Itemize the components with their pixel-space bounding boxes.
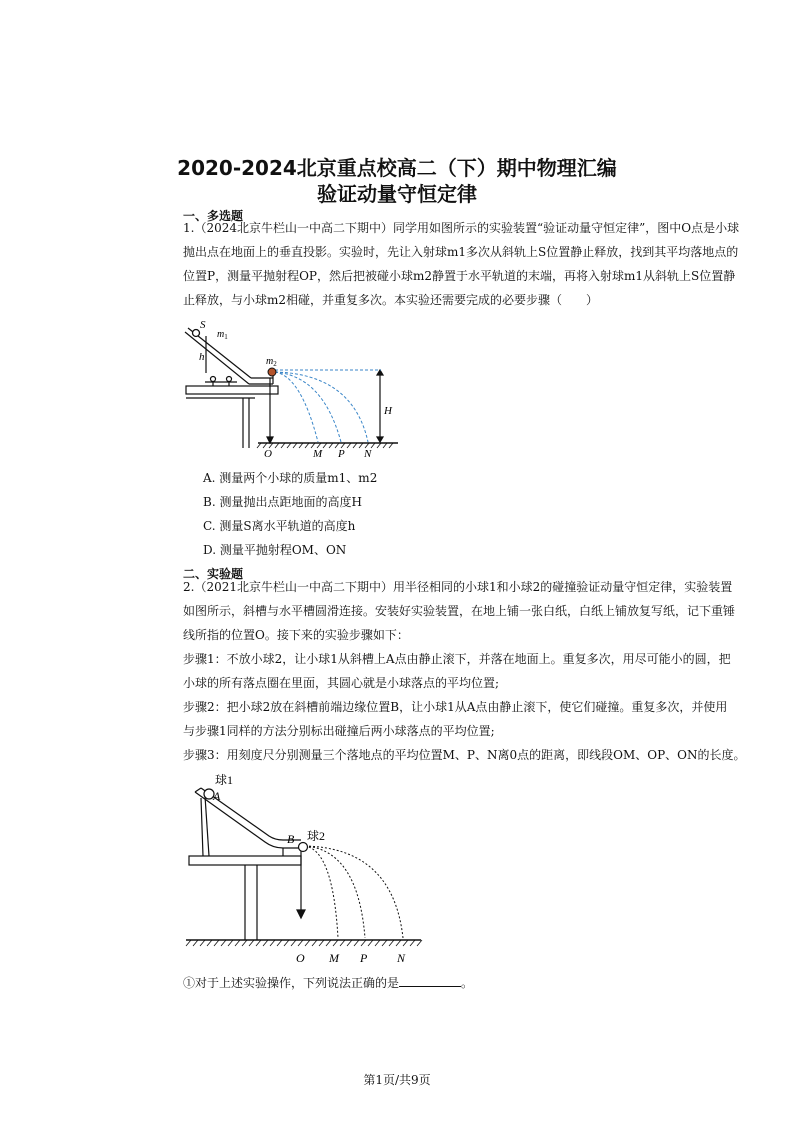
step-1-line: 步骤1：不放小球2，让小球1从斜槽上A点由静止滚下，并落在地面上。重复多次，用尽可能小的圆，把 [183,652,731,666]
option-d: D. 测量平抛射程OM、ON [203,543,347,557]
section-heading-experiment: 二、实验题 [183,567,244,581]
ball-m1 [193,330,200,337]
trajectory-N [305,846,403,938]
label-M: M [329,951,339,965]
label-N: N [364,448,372,460]
label-h: h [199,351,205,363]
label-m2: $m_2$ [266,356,277,368]
question-2-text [183,575,758,767]
trajectory-P [305,846,365,938]
question-2-line: 如图所示，斜槽与水平槽圆滑连接。安装好实验装置，在地上铺一张白纸，白纸上铺放复写纸，记下重锤 [183,604,736,618]
page-footer: 第1页/共9页 [363,1073,431,1087]
label-P: P [360,951,368,965]
section-heading-multiple-choice: 一、多选题 [183,209,244,223]
step-1-line: 小球的所有落点圈在里面，其圆心就是小球落点的平均位置; [183,676,500,690]
trajectory-M [275,372,318,442]
label-B: B [287,832,295,846]
step-2-line: 步骤2：把小球2放在斜槽前端边缘位置B，让小球1从A点由静止滚下，使它们碰撞。重复多次，并使用 [183,700,728,714]
question-2-line: 2.（2021北京牛栏山一中高二下期中）用半径相同的小球1和小球2的碰撞验证动量守恒定律，实验装置 [183,580,733,594]
trajectory-N [275,372,368,442]
table-top [189,856,301,865]
label-ball2: 球2 [307,829,326,843]
document-subtitle: 验证动量守恒定律 [317,182,477,206]
label-ball1: 球1 [215,773,234,787]
label-m1: $m_1$ [217,329,228,341]
label-S: S [200,319,206,331]
ball-m2 [268,368,276,376]
figure-2-apparatus [183,770,428,966]
label-N: N [397,951,406,965]
label-H: H [384,405,392,417]
sub-question-1-end: 。 [461,976,474,990]
label-M: M [313,448,323,460]
sub-question-1 [183,971,758,995]
label-A: A [213,789,221,803]
label-O: O [264,448,272,460]
question-1-line: 1.（2024北京牛栏山一中高二下期中）同学用如图所示的实验装置“验证动量守恒定律”，图中O点是小球 [183,221,740,235]
option-b: B. 测量抛出点距地面的高度H [203,495,362,509]
ball-2 [299,843,308,852]
trajectory-M [305,846,338,938]
question-1-line: 止释放，与小球m2相碰，并重复多次。本实验还需要完成的必要步骤（ ） [183,293,599,307]
question-2-line: 线所指的位置O。接下来的实验步骤如下： [183,628,409,642]
question-1-line: 抛出点在地面上的垂直投影。实验时，先让入射球m1多次从斜轨上S位置静止释放，找到其平均落地点的 [183,245,739,259]
question-1-text [183,216,758,312]
step-2-line: 与步骤1同样的方法分别标出碰撞后两小球落点的平均位置; [183,724,495,738]
answer-blank [399,974,461,987]
sub-question-1-text: ①对于上述实验操作，下列说法正确的是 [183,976,400,990]
label-P: P [338,448,345,460]
option-c: C. 测量S离水平轨道的高度h [203,519,356,533]
step-3-line: 步骤3：用刻度尺分别测量三个落地点的平均位置M、P、N离0点的距离，即线段OM、OP、ON的长度。 [183,748,746,762]
trajectory-P [275,372,341,442]
figure-1-apparatus [183,316,408,461]
table-top [186,386,278,394]
label-O: O [296,951,305,965]
document-title: 2020-2024北京重点校高二（下）期中物理汇编 [177,156,617,180]
option-a: A. 测量两个小球的质量m1、m2 [203,471,378,485]
question-1-line: 位置P，测量平抛射程OP，然后把被碰小球m2静置于水平轨道的末端，再将入射球m1从斜轨上S位置静 [183,269,736,283]
